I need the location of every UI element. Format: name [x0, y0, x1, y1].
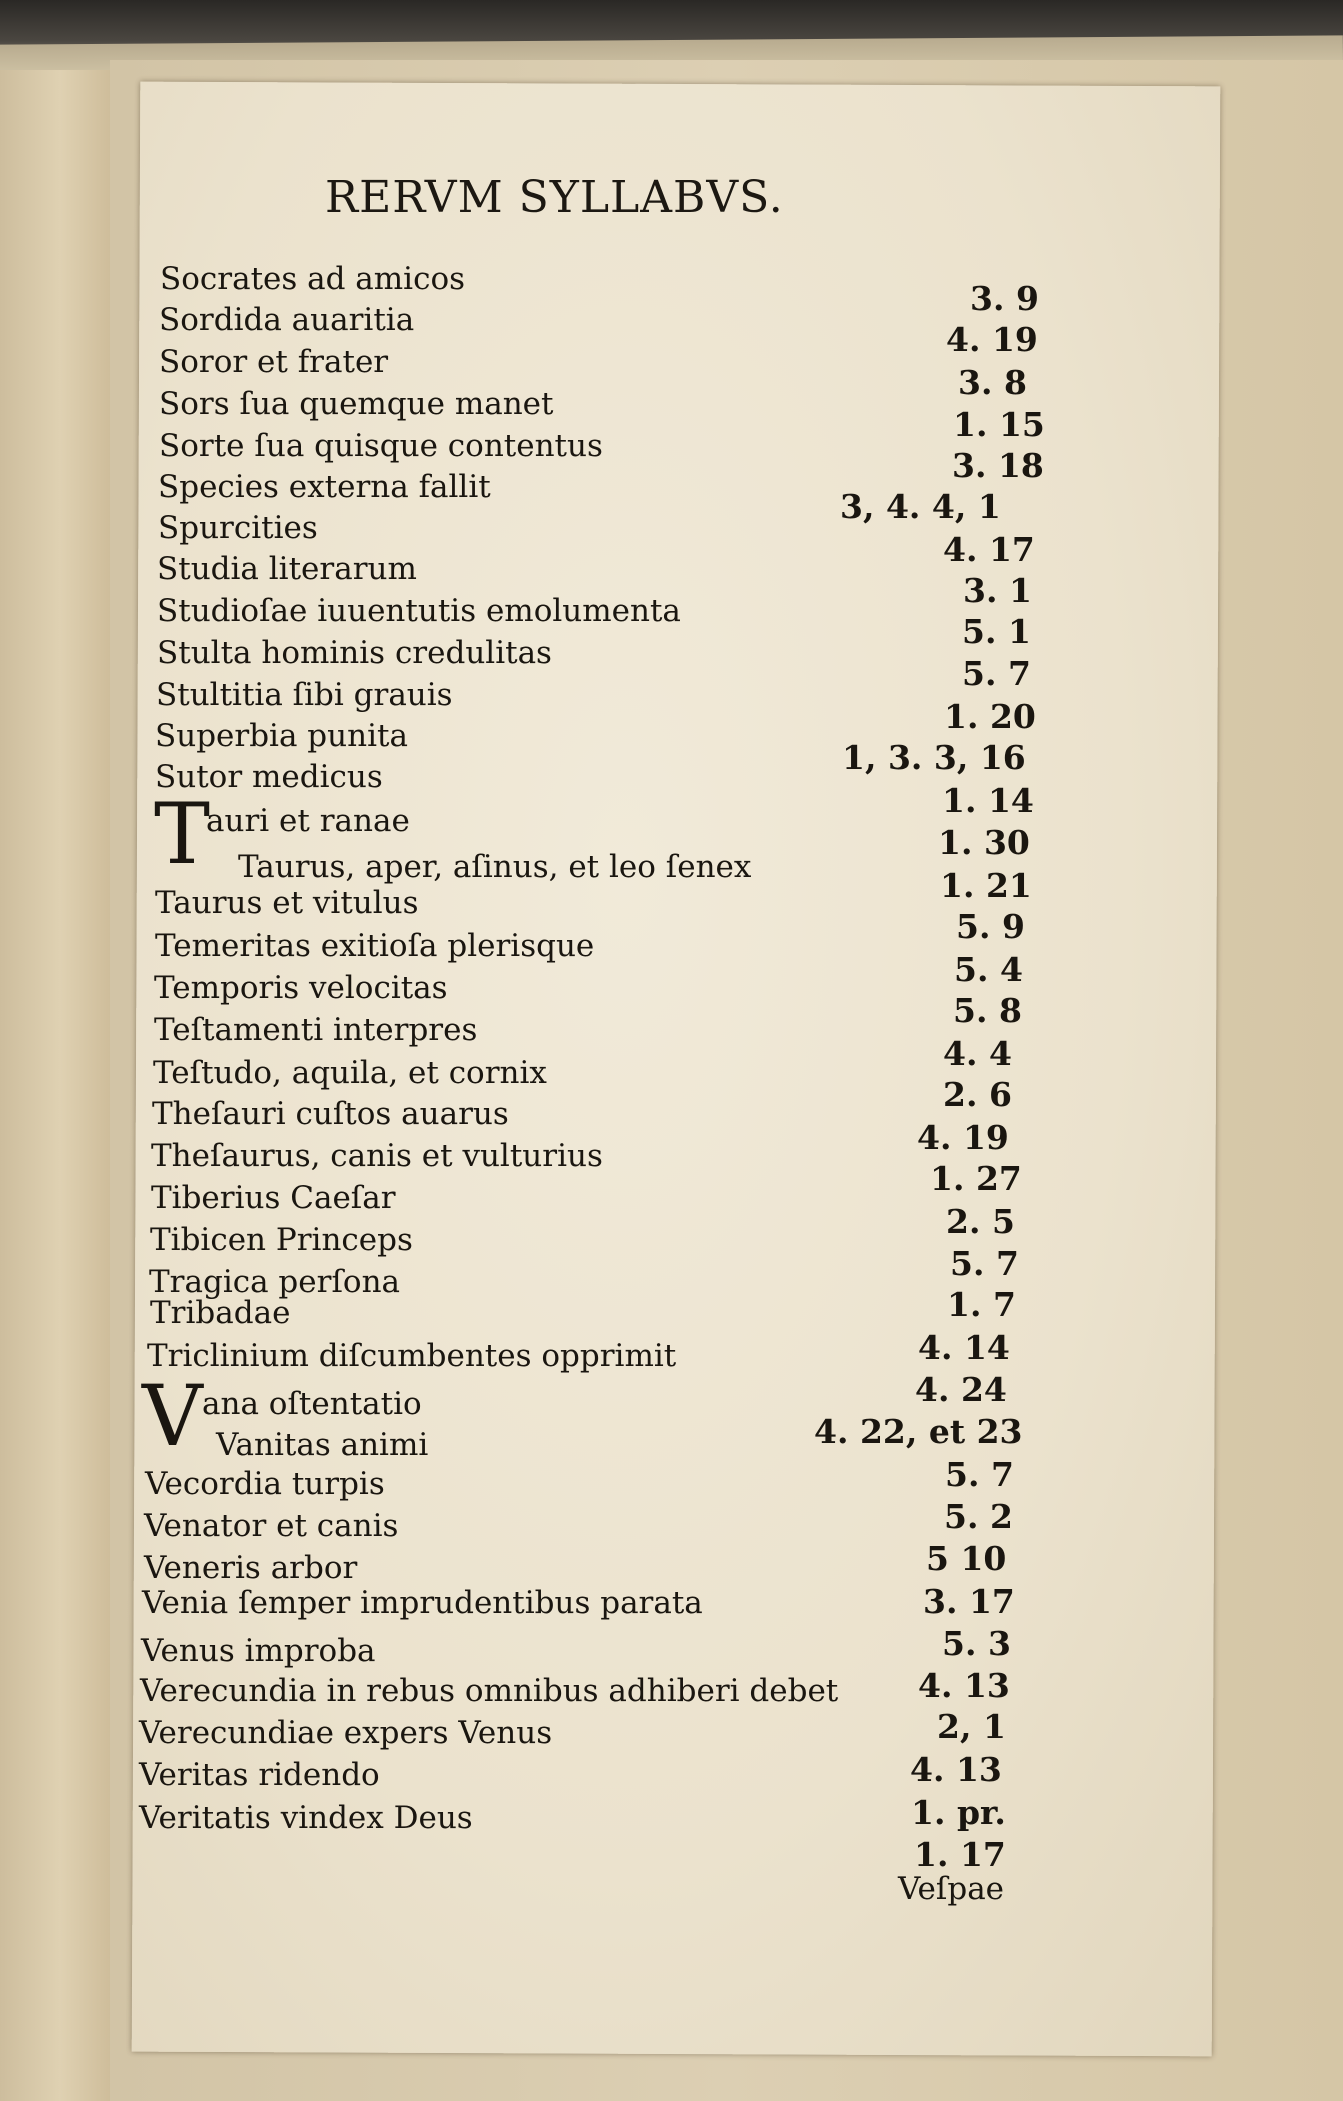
- entry-term: Veritatis vindex Deus: [139, 1800, 473, 1836]
- entry-term: Teſtudo, aquila, et cornix: [153, 1055, 547, 1091]
- entry-ref: 4. 24: [915, 1370, 1007, 1409]
- entry-term: Verecundiae expers Venus: [139, 1715, 553, 1751]
- entry-ref: 1. 17: [914, 1835, 1006, 1874]
- entry-ref: 3. 18: [952, 446, 1044, 485]
- entry-term: ana oſtentatio: [202, 1386, 422, 1422]
- entry-term: Triclinium diſcumbentes opprimit: [147, 1338, 677, 1374]
- entry-term: Teſtamenti interpres: [154, 1012, 478, 1048]
- entry-ref: 4. 19: [917, 1118, 1009, 1157]
- entry-ref: 4. 17: [943, 530, 1035, 569]
- drop-cap-t: T: [154, 785, 211, 883]
- entry-term: Sutor medicus: [155, 759, 383, 795]
- entry-ref: 1. 27: [930, 1159, 1022, 1198]
- entry-term: Verecundia in rebus omnibus adhiberi debet: [140, 1673, 839, 1709]
- entry-term: Stulta hominis credulitas: [157, 635, 552, 671]
- entry-ref: 3. 9: [970, 279, 1039, 318]
- entry-term: auri et ranae: [206, 803, 410, 839]
- entry-ref: 5. 7: [945, 1455, 1014, 1494]
- entry-term: Veritas ridendo: [139, 1757, 380, 1793]
- entry-term: Sors ſua quemque manet: [159, 386, 554, 422]
- entry-term: Tragica perſona: [149, 1264, 401, 1300]
- entry-ref: 1. 21: [940, 866, 1032, 905]
- entry-term: Superbia punita: [155, 718, 408, 754]
- entry-ref: 5. 9: [956, 907, 1025, 946]
- entry-term: Studioſae iuuentutis emolumenta: [157, 593, 681, 629]
- entry-ref: 2. 6: [943, 1075, 1012, 1114]
- entry-term: Temporis velocitas: [154, 970, 448, 1006]
- entry-ref: 4. 14: [918, 1328, 1010, 1367]
- page-title: RERVM SYLLABVS.: [325, 172, 784, 223]
- entry-term: Soror et frater: [159, 344, 389, 380]
- entry-term: Tibicen Princeps: [150, 1222, 413, 1258]
- entry-ref: 3. 17: [923, 1582, 1015, 1621]
- entry-term: Socrates ad amicos: [160, 261, 466, 297]
- entry-term: Vecordia turpis: [145, 1466, 385, 1502]
- entry-ref: 4. 13: [910, 1750, 1002, 1789]
- entry-term: Venator et canis: [144, 1508, 399, 1544]
- entry-term: Theſaurus, canis et vulturius: [151, 1138, 603, 1174]
- entry-term: Veneris arbor: [144, 1550, 358, 1586]
- entry-ref: 1. 14: [942, 781, 1034, 820]
- entry-ref: 5. 3: [942, 1624, 1011, 1663]
- entry-ref: 2, 1: [937, 1707, 1006, 1746]
- entry-ref: 1. pr.: [911, 1793, 1006, 1832]
- entry-term: Tiberius Caeſar: [151, 1180, 396, 1216]
- drop-cap-v: V: [142, 1367, 203, 1465]
- entry-ref: 1, 3. 3, 16: [842, 738, 1026, 777]
- entry-ref: 5. 8: [953, 991, 1022, 1030]
- entry-ref: 1. 20: [944, 697, 1036, 736]
- entry-term: Venus improba: [141, 1633, 376, 1669]
- entry-ref: 5. 7: [962, 654, 1031, 693]
- entry-term: Stultitia ſibi grauis: [156, 677, 453, 713]
- entry-term: Theſauri cuſtos auarus: [152, 1096, 509, 1132]
- entry-term: Vanitas animi: [216, 1427, 429, 1463]
- entry-ref: 5 10: [926, 1539, 1007, 1578]
- entry-ref: 5. 1: [962, 612, 1031, 651]
- entry-ref: 4. 19: [946, 320, 1038, 359]
- entry-ref: 1. 7: [947, 1285, 1016, 1324]
- entry-ref: 5. 4: [954, 950, 1023, 989]
- entry-ref: 5. 2: [944, 1497, 1013, 1536]
- entry-term: Taurus et vitulus: [155, 885, 419, 921]
- catchword: Veſpae: [898, 1871, 1005, 1907]
- entry-term: Temeritas exitioſa plerisque: [155, 928, 595, 964]
- entry-term: Tribadae: [150, 1295, 291, 1331]
- entry-ref: 4. 4: [943, 1034, 1012, 1073]
- entry-ref: 3. 8: [958, 363, 1027, 402]
- entry-term: Sorte ſua quisque contentus: [159, 428, 603, 464]
- entry-ref: 3. 1: [963, 571, 1032, 610]
- entry-term: Spurcities: [158, 510, 318, 546]
- entry-ref: 4. 22, et 23: [814, 1412, 1023, 1451]
- entry-ref: 4. 13: [918, 1666, 1010, 1705]
- entry-term: Venia ſemper imprudentibus parata: [142, 1585, 703, 1621]
- entry-term: Taurus, aper, aſinus, et leo ſenex: [238, 849, 752, 885]
- entry-term: Studia literarum: [157, 551, 417, 587]
- entry-term: Species externa fallit: [158, 469, 491, 505]
- entry-ref: 1. 15: [953, 405, 1045, 444]
- entry-ref: 1. 30: [938, 823, 1030, 862]
- entry-ref: 5. 7: [950, 1244, 1019, 1283]
- entry-term: Sordida auaritia: [159, 302, 415, 338]
- entry-ref: 2. 5: [946, 1202, 1015, 1241]
- entry-ref: 3, 4. 4, 1: [840, 487, 1001, 526]
